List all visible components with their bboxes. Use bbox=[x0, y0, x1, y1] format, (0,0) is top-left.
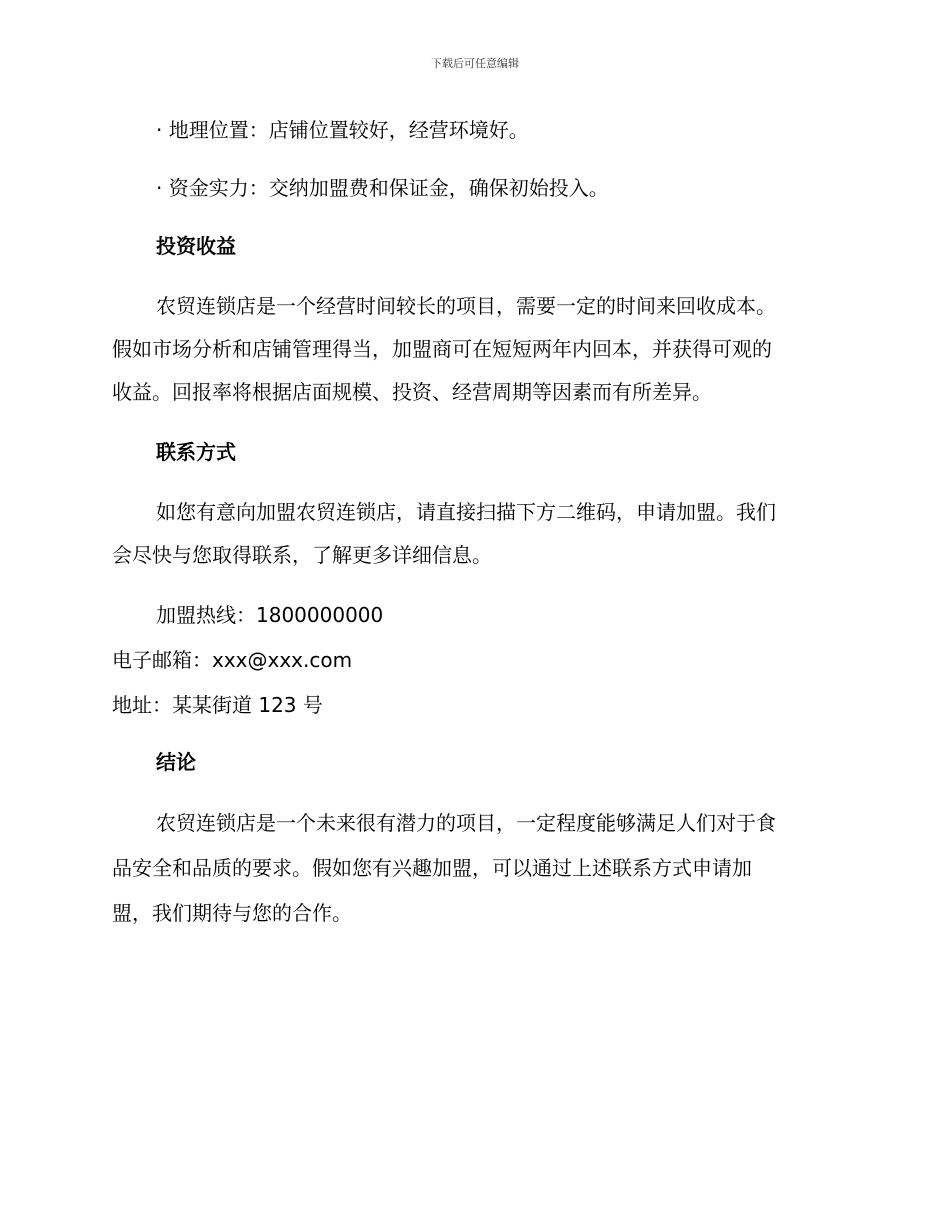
contact-address: 地址：某某街道 123 号 bbox=[112, 693, 323, 717]
paragraph-line: 收益。回报率将根据店面规模、投资、经营周期等因素而有所差异。 bbox=[112, 380, 712, 404]
heading-contact: 联系方式 bbox=[156, 440, 236, 464]
paragraph-line: 农贸连锁店是一个经营时间较长的项目，需要一定的时间来回收成本。 bbox=[156, 294, 776, 318]
paragraph-line: 品安全和品质的要求。假如您有兴趣加盟，可以通过上述联系方式申请加 bbox=[112, 856, 752, 880]
paragraph-line: 盟，我们期待与您的合作。 bbox=[112, 901, 352, 925]
bullet-location: · 地理位置：店铺位置较好，经营环境好。 bbox=[156, 118, 529, 142]
bullet-capital: · 资金实力：交纳加盟费和保证金，确保初始投入。 bbox=[156, 176, 609, 200]
paragraph-line: 农贸连锁店是一个未来很有潜力的项目，一定程度能够满足人们对于食 bbox=[156, 811, 776, 835]
header-note: 下载后可任意编辑 bbox=[431, 57, 519, 70]
paragraph-contact bbox=[112, 491, 832, 577]
paragraph-line: 会尽快与您取得联系，了解更多详细信息。 bbox=[112, 543, 492, 567]
paragraph-investment bbox=[112, 285, 832, 414]
paragraph-line: 假如市场分析和店铺管理得当，加盟商可在短短两年内回本，并获得可观的 bbox=[112, 337, 772, 361]
heading-investment: 投资收益 bbox=[156, 234, 236, 258]
contact-email: 电子邮箱：xxx@xxx.com bbox=[112, 648, 353, 672]
paragraph-line: 如您有意向加盟农贸连锁店，请直接扫描下方二维码，申请加盟。我们 bbox=[156, 500, 776, 524]
paragraph-conclusion bbox=[112, 801, 832, 936]
document-body bbox=[112, 112, 832, 936]
contact-hotline: 加盟热线：1800000000 bbox=[156, 603, 384, 627]
heading-conclusion: 结论 bbox=[156, 750, 196, 774]
